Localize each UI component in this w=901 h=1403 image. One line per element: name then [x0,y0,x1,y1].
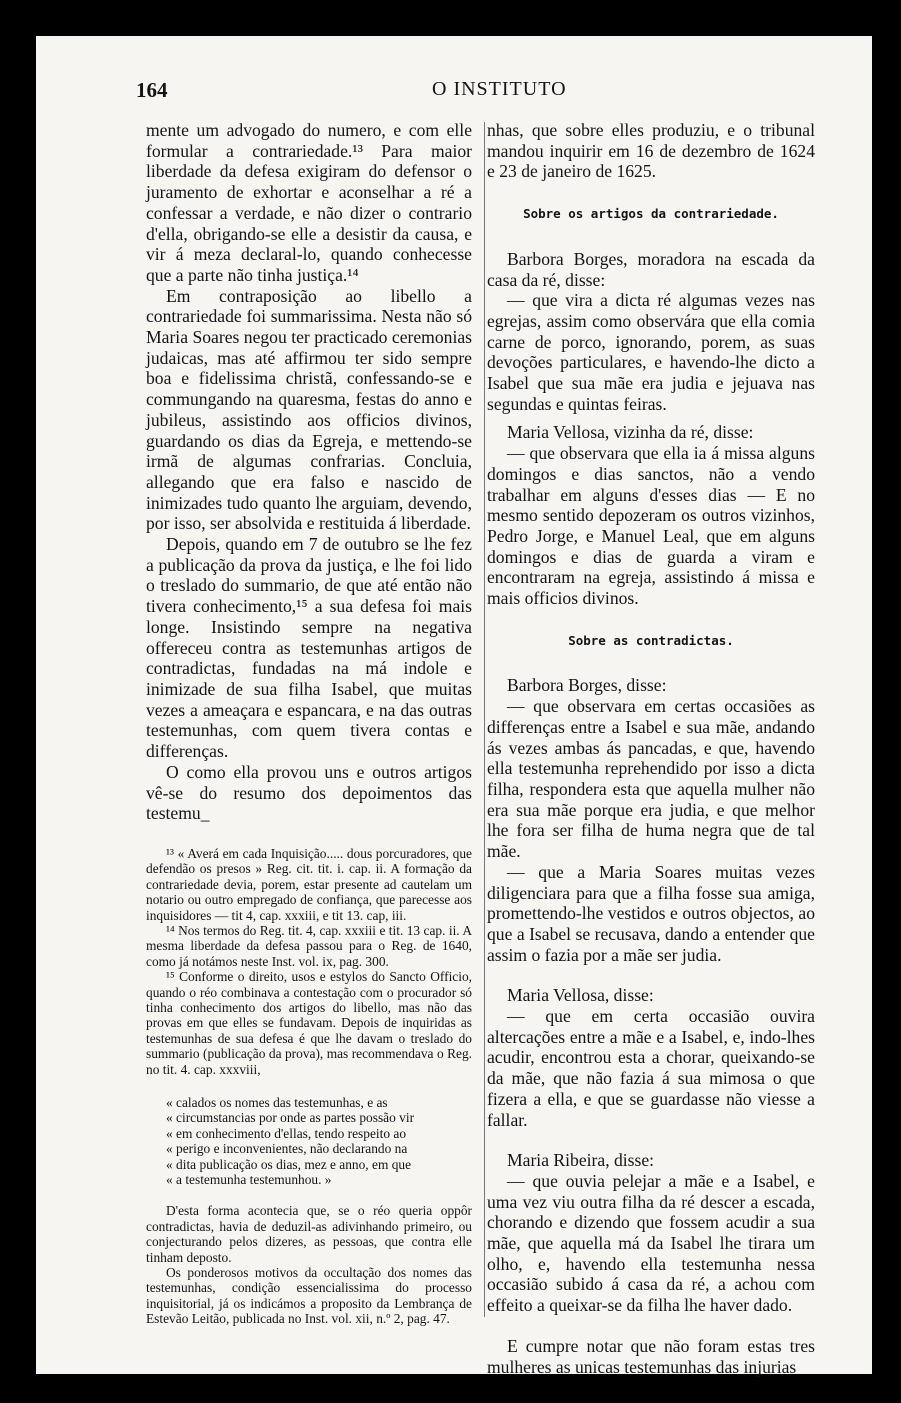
paragraph: nhas, que sobre elles produziu, e o tribunal mandou inquirir em 16 de dezembro de 1624 e 23 de janeiro de 1625. [487,120,815,182]
witness-name: Barbora Borges, disse: [507,675,667,696]
quote-line: « dita publicação os dias, mez e anno, em que [166,1156,412,1172]
paragraph: E cumpre notar que não foram estas tres mulheres as unicas testemunhas das injurias [487,1335,815,1377]
witness-testimony: — que observara em certas occasiões as differenças entre a Isabel e sua mãe, andando ás vezes ambas ás pancadas, e que, havendo ella testemunha reprehendido por isso a dicta filha, respondera esta que aquella mulher não era sua mãe porque era judia, e que melhor lhe fora ser filha de huma negra que de tal mãe. [487,696,815,862]
quote-line: « perigo e inconvenientes, não declarando na [166,1141,408,1157]
page-header [136,78,864,108]
witness-name: Maria Vellosa, vizinha da ré, disse: [507,422,754,443]
quote-line: « em conhecimento d'ellas, tendo respeito ao [166,1125,407,1141]
witness-testimony: — que a Maria Soares muitas vezes diligenciara para que a filha fosse sua amiga, promettendo-lhe vestidos e outros objectos, ao que a Isabel se recusava, dando a entender que assim o fazia por a mãe ser judia. [487,861,815,965]
footnote-13: ¹³ « Averá em cada Inquisição..... dous porcuradores, que defendão os presos » Reg. cit. tit. i. cap. ii. A formação da contrariedade devia, porem, estar presente ad cautelam um notario ou outro empregado de confiança, que parecesse aos inquisidores — tit 4, cap. xxxiii, e tit 13. cap, iii. [146,845,472,923]
column-divider [484,122,485,1317]
left-column [146,120,472,1327]
witness-name: Maria Vellosa, disse: [507,985,654,1006]
quote-line: « calados os nomes das testemunhas, e as [166,1095,388,1110]
footnote-continuation: D'esta forma acontecia que, se o réo queria oppôr contradictas, havia de deduzil-as adivinhando primeiro, ou conjecturando pelos dizeres, as pessoas, que contra elle tinham deposto. [146,1203,472,1265]
witness-testimony: — que vira a dicta ré algumas vezes nas egrejas, assim como observára que ella comia carne de porco, ignorando, porem, as suas devoções particulares, e havendo-lhe dicto a Isabel que sua mãe era judia e jejuava nas segundas e quintas feiras. [487,290,815,414]
page [36,36,872,1377]
section-heading: Sobre as contradictas. [568,632,734,648]
paragraph: Depois, quando em 7 de outubro se lhe fez a publicação da prova da justiça, e lhe foi lido o treslado do summario, de que até então não tivera conhecimento,¹⁵ a sua defesa foi mais longe. Insistindo sempre na negativa offereceu contra as testemunhas artigos de contradictas, fundadas na má indole e inimizade de sua filha Isabel, que muitas vezes a ameaçara e espancara, e na das outras testemunhas, com quem tivera contas e differenças. [146,534,472,762]
block-quote [146,1095,472,1187]
footnote-continuation: Os ponderosos motivos da occultação dos nomes das testemunhas, condição essencialissima do processo inquisitorial, já os indicámos a proposito da Lembrança de Estevão Leitão, publicada no Inst. vol. xii, n.º 2, pag. 47. [146,1265,472,1327]
paragraph: mente um advogado do numero, e com elle formular a contrariedade.¹³ Para maior liberdade da defesa exigiram do defensor o juramento de exhortar e aconselhar a ré a confessar a verdade, e não dizer o contrario d'ella, obrigando-se elle a desistir da causa, e vir á meza declaral-lo, quando conhecesse que a parte não tinha justiça.¹⁴ [146,120,472,285]
witness-name: Barbora Borges, moradora na escada da casa da ré, disse: [487,248,815,290]
witness-testimony: — que observara que ella ia á missa alguns domingos e dias sanctos, não a vendo trabalhar em alguns d'esses dias — E no mesmo sentido depozeram os outros vizinhos, Pedro Jorge, e Manuel Leal, que em alguns domingos e dias de guarda a viram e encontraram na egreja, assistindo á missa e mais officios divinos. [487,443,815,609]
paragraph: O como ella provou uns e outros artigos vê-se do resumo dos depoimentos das testemu_ [146,761,472,824]
running-title: O INSTITUTO [432,78,567,100]
paragraph: Em contraposição ao libello a contrariedade foi summarissima. Nesta não só Maria Soares negou ter practicado ceremonias judaicas, mas até affirmou ter sido sempre boa e fidelissima christã, confessando-se e commungando na quaresma, festas do anno e jubileus, assistindo aos officios divinos, guardando os dias da Egreja, e mettendo-se irmã de algumas confrarias. Concluia, allegando que era falso e nascido de inimizades tudo quanto lhe arguiam, devendo, por isso, ser absolvida e restituida á liberdade. [146,285,472,534]
witness-testimony: — que em certa occasião ouvira altercações entre a mãe e a Isabel, e, indo-lhes acudir, encontrou esta a chorar, queixando-se da mãe, que não fazia á sua mimosa o que fizera a ella, e que se guardasse não viesse a fallar. [487,1006,815,1130]
quote-line: « a testemunha testemunhou. » [166,1172,332,1188]
page-number: 164 [136,78,168,102]
right-column [487,120,815,1377]
quote-line: « circumstancias por onde as partes possão vir [166,1110,415,1126]
footnote-15: ¹⁵ Conforme o direito, usos e estylos do Sancto Officio, quando o réo combinava a contestação com o procurador só tinha conhecimento dos artigos do libello, mas não das provas em que elles se fundavam. Depois de inquiridas as testemunhas de sua defesa é que lhe davam o treslado do summario (publicação da prova), mas recommendava o Reg. no tit. 4. cap. xxxviii, [146,969,472,1077]
section-heading: Sobre os artigos da contrariedade. [523,206,779,222]
footnotes [146,846,472,1327]
footnote-14: ¹⁴ Nos termos do Reg. tit. 4, cap. xxxiii e tit. 13 cap. ii. A mesma liberdade da defesa passou para o Reg. de 1640, como já notámos neste Inst. vol. ix, pag. 300. [146,922,472,969]
witness-testimony: — que ouvia pelejar a mãe e a Isabel, e uma vez viu outra filha da ré descer a escada, chorando e dizendo que fossem acudir a sua mãe, que aquella má da Isabel lhe tirara um olho, e, havendo ella testemunha nessa occasião subido á casa da ré, a achou com effeito a queixar-se da filha lhe haver dado. [487,1170,815,1316]
witness-name: Maria Ribeira, disse: [507,1150,655,1171]
